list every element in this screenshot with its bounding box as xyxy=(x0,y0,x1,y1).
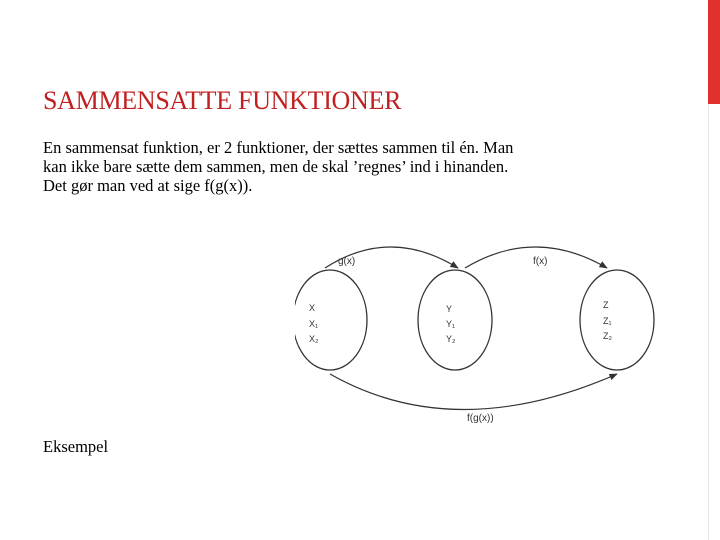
set-x-item: X₁ xyxy=(309,319,319,329)
set-z-item: Z₁ xyxy=(603,316,612,326)
label-f: f(x) xyxy=(533,256,548,267)
example-label: Eksempel xyxy=(43,437,109,456)
set-z-item: Z₂ xyxy=(603,331,612,341)
accent-bar xyxy=(708,0,720,104)
label-g: g(x) xyxy=(338,256,356,267)
accent-line xyxy=(708,104,709,540)
set-z-item: Z xyxy=(603,300,609,310)
body-line-3: Det gør man ved at sige f(g(x)). xyxy=(43,176,253,195)
set-y-item: Y₁ xyxy=(446,319,456,329)
set-y-item: Y xyxy=(446,304,453,314)
slide-body xyxy=(43,138,658,195)
slide-title: SAMMENSATTE FUNKTIONER xyxy=(43,86,402,115)
arrow-composite xyxy=(330,374,617,410)
set-x-item: X₂ xyxy=(309,334,319,344)
set-x-ellipse xyxy=(295,270,367,370)
composition-diagram xyxy=(295,240,670,430)
label-composite: f(g(x)) xyxy=(467,413,494,424)
diagram-svg xyxy=(295,240,670,430)
set-y-item: Y₂ xyxy=(446,334,456,344)
body-line-2: kan ikke bare sætte dem sammen, men de skal ’regnes’ ind i hinanden. xyxy=(43,157,509,176)
set-z-ellipse xyxy=(580,270,654,370)
body-line-1: En sammensat funktion, er 2 funktioner, der sættes sammen til én. Man xyxy=(43,138,514,157)
set-x-item: X xyxy=(309,303,316,313)
